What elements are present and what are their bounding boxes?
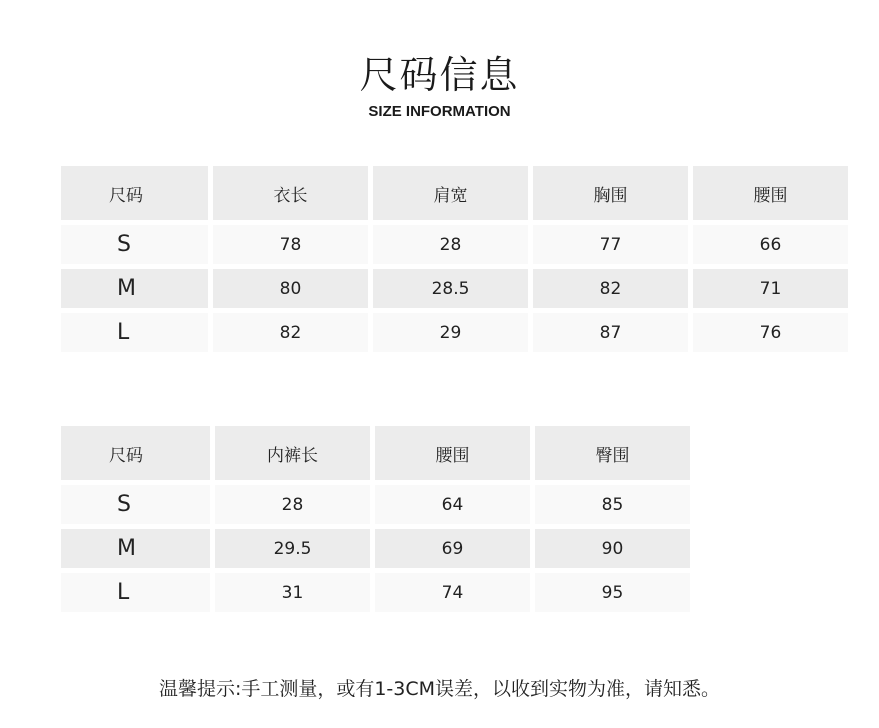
- size-cell: L: [61, 573, 210, 612]
- table-row: [61, 269, 848, 308]
- value-cell: 82: [213, 313, 368, 352]
- value-cell: 64: [375, 485, 530, 524]
- value-cell: 28: [215, 485, 370, 524]
- value-cell: 29.5: [215, 529, 370, 568]
- column-header-chest: 胸围: [533, 166, 688, 220]
- value-cell: 66: [693, 225, 848, 264]
- page-subtitle: SIZE INFORMATION: [368, 103, 511, 120]
- value-cell: 69: [375, 529, 530, 568]
- column-header-waist: 腰围: [693, 166, 848, 220]
- column-header-size: 尺码: [61, 426, 210, 480]
- size-cell: M: [61, 529, 210, 568]
- table-row: [61, 573, 690, 612]
- value-cell: 76: [693, 313, 848, 352]
- table-header-row: [61, 166, 848, 220]
- column-header-size: 尺码: [61, 166, 208, 220]
- value-cell: 29: [373, 313, 528, 352]
- page-title: 尺码信息: [359, 53, 520, 97]
- value-cell: 90: [535, 529, 690, 568]
- measurement-note: 温馨提示:手工测量，或有1-3CM误差，以收到实物为准，请知悉。: [158, 678, 721, 700]
- column-header-length: 衣长: [213, 166, 368, 220]
- value-cell: 77: [533, 225, 688, 264]
- size-cell: S: [61, 225, 208, 264]
- value-cell: 31: [215, 573, 370, 612]
- table-row: [61, 225, 848, 264]
- column-header-brief-length: 内裤长: [215, 426, 370, 480]
- value-cell: 85: [535, 485, 690, 524]
- value-cell: 28.5: [373, 269, 528, 308]
- size-cell: L: [61, 313, 208, 352]
- table-row: [61, 529, 690, 568]
- value-cell: 87: [533, 313, 688, 352]
- table-header-row: [61, 426, 690, 480]
- size-cell: S: [61, 485, 210, 524]
- size-table-briefs: [61, 426, 690, 612]
- value-cell: 71: [693, 269, 848, 308]
- size-table-tops: [61, 166, 848, 352]
- column-header-waist: 腰围: [375, 426, 530, 480]
- value-cell: 74: [375, 573, 530, 612]
- value-cell: 78: [213, 225, 368, 264]
- value-cell: 80: [213, 269, 368, 308]
- value-cell: 28: [373, 225, 528, 264]
- column-header-hip: 臀围: [535, 426, 690, 480]
- table-row: [61, 485, 690, 524]
- size-cell: M: [61, 269, 208, 308]
- value-cell: 82: [533, 269, 688, 308]
- table-row: [61, 313, 848, 352]
- value-cell: 95: [535, 573, 690, 612]
- column-header-shoulder: 肩宽: [373, 166, 528, 220]
